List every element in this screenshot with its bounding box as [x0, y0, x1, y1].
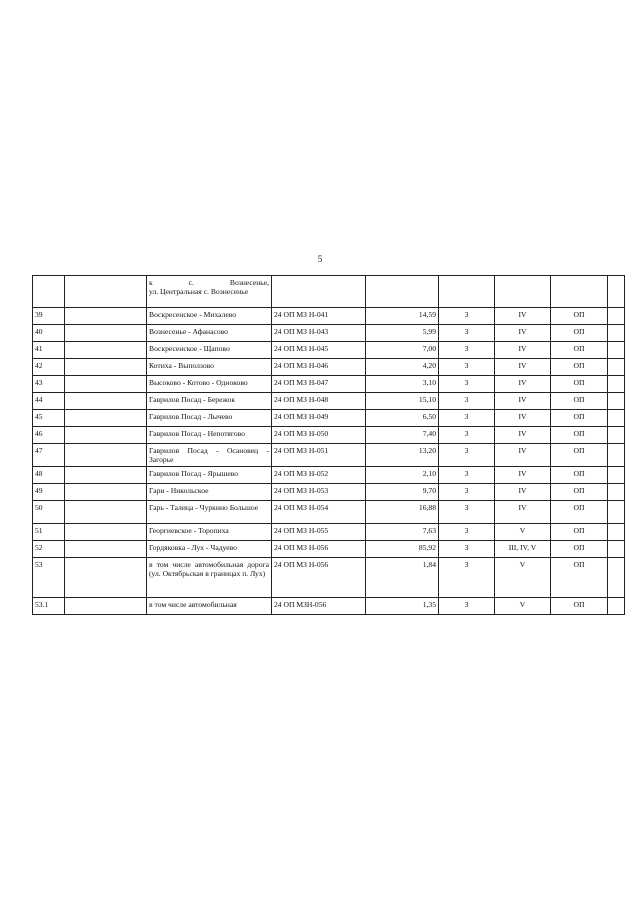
road-category-cell: IV — [495, 410, 551, 427]
road-category-cell: IV — [495, 427, 551, 444]
road-significance-cell: ОП — [551, 376, 608, 393]
table-row — [33, 393, 625, 410]
row-number-cell: 52 — [33, 541, 65, 558]
road-length-cell: 2,10 — [366, 467, 439, 484]
table-row — [33, 276, 625, 308]
road-length-cell: 4,20 — [366, 359, 439, 376]
road-name-cell: Воскресенское - Михалево — [147, 308, 272, 325]
road-class-cell: 3 — [439, 598, 495, 615]
row-number-cell: 43 — [33, 376, 65, 393]
row-number-cell: 53.1 — [33, 598, 65, 615]
row-number-cell — [33, 276, 65, 308]
road-name-cell: Воскресенское - Щапово — [147, 342, 272, 359]
road-category-cell: IV — [495, 484, 551, 501]
empty-cell — [65, 342, 147, 359]
table-row — [33, 342, 625, 359]
road-significance-cell: ОП — [551, 444, 608, 467]
road-category-cell: IV — [495, 325, 551, 342]
empty-cell — [65, 598, 147, 615]
road-code-cell: 24 ОП МЗ Н-056 — [272, 558, 366, 598]
table-row — [33, 376, 625, 393]
road-category-cell: IV — [495, 359, 551, 376]
table-row — [33, 427, 625, 444]
road-name-cell: Гаврилов Посад - Осановец - Загорье — [147, 444, 272, 467]
road-category-cell: IV — [495, 444, 551, 467]
road-class-cell: 3 — [439, 501, 495, 524]
empty-cell — [65, 376, 147, 393]
empty-cell — [608, 410, 625, 427]
road-category-cell: IV — [495, 376, 551, 393]
road-length-cell: 15,10 — [366, 393, 439, 410]
road-significance-cell: ОП — [551, 467, 608, 484]
road-class-cell: 3 — [439, 467, 495, 484]
road-category-cell: IV — [495, 308, 551, 325]
road-class-cell: 3 — [439, 484, 495, 501]
row-number-cell: 49 — [33, 484, 65, 501]
road-significance-cell: ОП — [551, 484, 608, 501]
road-name-cell: Гаврилов Посад - Непотягово — [147, 427, 272, 444]
road-class-cell: 3 — [439, 444, 495, 467]
road-significance-cell: ОП — [551, 541, 608, 558]
road-class-cell: 3 — [439, 558, 495, 598]
road-category-cell: V — [495, 598, 551, 615]
road-significance-cell: ОП — [551, 359, 608, 376]
row-number-cell: 41 — [33, 342, 65, 359]
road-code-cell: 24 ОП МЗ Н-043 — [272, 325, 366, 342]
road-code-cell: 24 ОП МЗ Н-046 — [272, 359, 366, 376]
road-code-cell: 24 ОП МЗ Н-041 — [272, 308, 366, 325]
empty-cell — [65, 444, 147, 467]
road-class-cell: 3 — [439, 325, 495, 342]
road-length-cell: 7,00 — [366, 342, 439, 359]
road-name-cell: Гари - Никольское — [147, 484, 272, 501]
road-code-cell: 24 ОП МЗ Н-050 — [272, 427, 366, 444]
empty-cell — [608, 276, 625, 308]
road-code-cell: 24 ОП МЗ Н-049 — [272, 410, 366, 427]
row-number-cell: 48 — [33, 467, 65, 484]
empty-cell — [608, 467, 625, 484]
road-significance-cell: ОП — [551, 342, 608, 359]
road-class-cell: 3 — [439, 427, 495, 444]
road-significance-cell: ОП — [551, 308, 608, 325]
empty-cell — [65, 484, 147, 501]
table-row — [33, 501, 625, 524]
table-row — [33, 558, 625, 598]
empty-cell — [65, 558, 147, 598]
road-length-cell: 9,70 — [366, 484, 439, 501]
road-category-cell: V — [495, 558, 551, 598]
road-name-cell: в том числе автомобильная — [147, 598, 272, 615]
road-length-cell: 7,63 — [366, 524, 439, 541]
road-class-cell: 3 — [439, 410, 495, 427]
row-number-cell: 44 — [33, 393, 65, 410]
table-row — [33, 524, 625, 541]
table-row — [33, 444, 625, 467]
road-code-cell: 24 ОП МЗ Н-048 — [272, 393, 366, 410]
table-row — [33, 325, 625, 342]
road-significance-cell: ОП — [551, 325, 608, 342]
table-row — [33, 541, 625, 558]
row-number-cell: 39 — [33, 308, 65, 325]
road-class-cell: 3 — [439, 541, 495, 558]
empty-cell — [65, 427, 147, 444]
empty-cell — [608, 501, 625, 524]
road-name-cell: в том числе автомобильная дорога (ул. Октябрьская в границах п. Лух) — [147, 558, 272, 598]
road-code-cell: 24 ОП МЗ Н-053 — [272, 484, 366, 501]
empty-cell — [608, 558, 625, 598]
empty-cell — [65, 541, 147, 558]
road-code-cell: 24 ОП МЗ Н-054 — [272, 501, 366, 524]
row-number-cell: 46 — [33, 427, 65, 444]
road-name-cell: Гордяковка - Лух - Чадуево — [147, 541, 272, 558]
road-significance-cell — [551, 276, 608, 308]
road-name-cell: Вознесенье - Афанасово — [147, 325, 272, 342]
road-significance-cell: ОП — [551, 558, 608, 598]
table-row — [33, 359, 625, 376]
road-name-cell: Гаврилов Посад - Ярышево — [147, 467, 272, 484]
road-class-cell: 3 — [439, 524, 495, 541]
road-class-cell: 3 — [439, 342, 495, 359]
road-code-cell: 24 ОП МЗН-056 — [272, 598, 366, 615]
road-significance-cell: ОП — [551, 410, 608, 427]
empty-cell — [608, 484, 625, 501]
empty-cell — [608, 524, 625, 541]
empty-cell — [608, 376, 625, 393]
empty-cell — [608, 598, 625, 615]
road-category-cell — [495, 276, 551, 308]
row-number-cell: 51 — [33, 524, 65, 541]
road-length-cell: 3,10 — [366, 376, 439, 393]
row-number-cell: 53 — [33, 558, 65, 598]
road-length-cell: 1,84 — [366, 558, 439, 598]
table-row — [33, 467, 625, 484]
road-name-cell: Гаврилов Посад - Лычево — [147, 410, 272, 427]
road-length-cell: 16,88 — [366, 501, 439, 524]
road-code-cell — [272, 276, 366, 308]
row-number-cell: 45 — [33, 410, 65, 427]
road-length-cell: 7,40 — [366, 427, 439, 444]
road-length-cell: 5,99 — [366, 325, 439, 342]
empty-cell — [65, 467, 147, 484]
empty-cell — [608, 359, 625, 376]
road-code-cell: 24 ОП МЗ Н-047 — [272, 376, 366, 393]
road-length-cell: 1,35 — [366, 598, 439, 615]
road-code-cell: 24 ОП МЗ Н-056 — [272, 541, 366, 558]
row-number-cell: 42 — [33, 359, 65, 376]
row-number-cell: 50 — [33, 501, 65, 524]
road-category-cell: V — [495, 524, 551, 541]
road-category-cell: III, IV, V — [495, 541, 551, 558]
road-name-cell — [147, 276, 272, 308]
empty-cell — [608, 325, 625, 342]
road-name-cell: Георгиевское - Торопиха — [147, 524, 272, 541]
road-code-cell: 24 ОП МЗ Н-052 — [272, 467, 366, 484]
table-row — [33, 598, 625, 615]
empty-cell — [65, 410, 147, 427]
road-category-cell: IV — [495, 393, 551, 410]
table-row — [33, 484, 625, 501]
road-name-cell: Котиха - Выползово — [147, 359, 272, 376]
road-significance-cell: ОП — [551, 393, 608, 410]
road-class-cell — [439, 276, 495, 308]
road-class-cell: 3 — [439, 393, 495, 410]
road-length-cell: 6,50 — [366, 410, 439, 427]
road-length-cell — [366, 276, 439, 308]
empty-cell — [608, 308, 625, 325]
road-category-cell: IV — [495, 342, 551, 359]
road-significance-cell: ОП — [551, 598, 608, 615]
row-number-cell: 47 — [33, 444, 65, 467]
roads-table-body — [33, 276, 625, 615]
road-length-cell: 14,59 — [366, 308, 439, 325]
road-code-cell: 24 ОП МЗ Н-045 — [272, 342, 366, 359]
roads-table — [32, 275, 625, 615]
empty-cell — [608, 444, 625, 467]
road-significance-cell: ОП — [551, 524, 608, 541]
road-length-cell: 85,92 — [366, 541, 439, 558]
road-name-cell: Гаврилов Посад - Бережок — [147, 393, 272, 410]
road-category-cell: IV — [495, 501, 551, 524]
road-length-cell: 13,20 — [366, 444, 439, 467]
road-name-cell: Гарь - Талица - Чуркино Большое — [147, 501, 272, 524]
road-class-cell: 3 — [439, 376, 495, 393]
road-name-line-1: к с. Вознесенье, — [149, 278, 269, 287]
road-code-cell: 24 ОП МЗ Н-051 — [272, 444, 366, 467]
empty-cell — [608, 342, 625, 359]
road-class-cell: 3 — [439, 359, 495, 376]
empty-cell — [65, 276, 147, 308]
empty-cell — [65, 359, 147, 376]
empty-cell — [65, 501, 147, 524]
road-significance-cell: ОП — [551, 427, 608, 444]
road-code-cell: 24 ОП МЗ Н-055 — [272, 524, 366, 541]
table-row — [33, 410, 625, 427]
page-number: 5 — [317, 254, 323, 264]
row-number-cell: 40 — [33, 325, 65, 342]
empty-cell — [65, 393, 147, 410]
road-class-cell: 3 — [439, 308, 495, 325]
road-name-line-2: ул. Центральная с. Вознесенье — [149, 287, 249, 297]
road-category-cell: IV — [495, 467, 551, 484]
road-name-cell: Высоково - Котово - Одноково — [147, 376, 272, 393]
road-significance-cell: ОП — [551, 501, 608, 524]
empty-cell — [608, 541, 625, 558]
empty-cell — [608, 393, 625, 410]
empty-cell — [608, 427, 625, 444]
empty-cell — [65, 325, 147, 342]
empty-cell — [65, 308, 147, 325]
table-row — [33, 308, 625, 325]
empty-cell — [65, 524, 147, 541]
